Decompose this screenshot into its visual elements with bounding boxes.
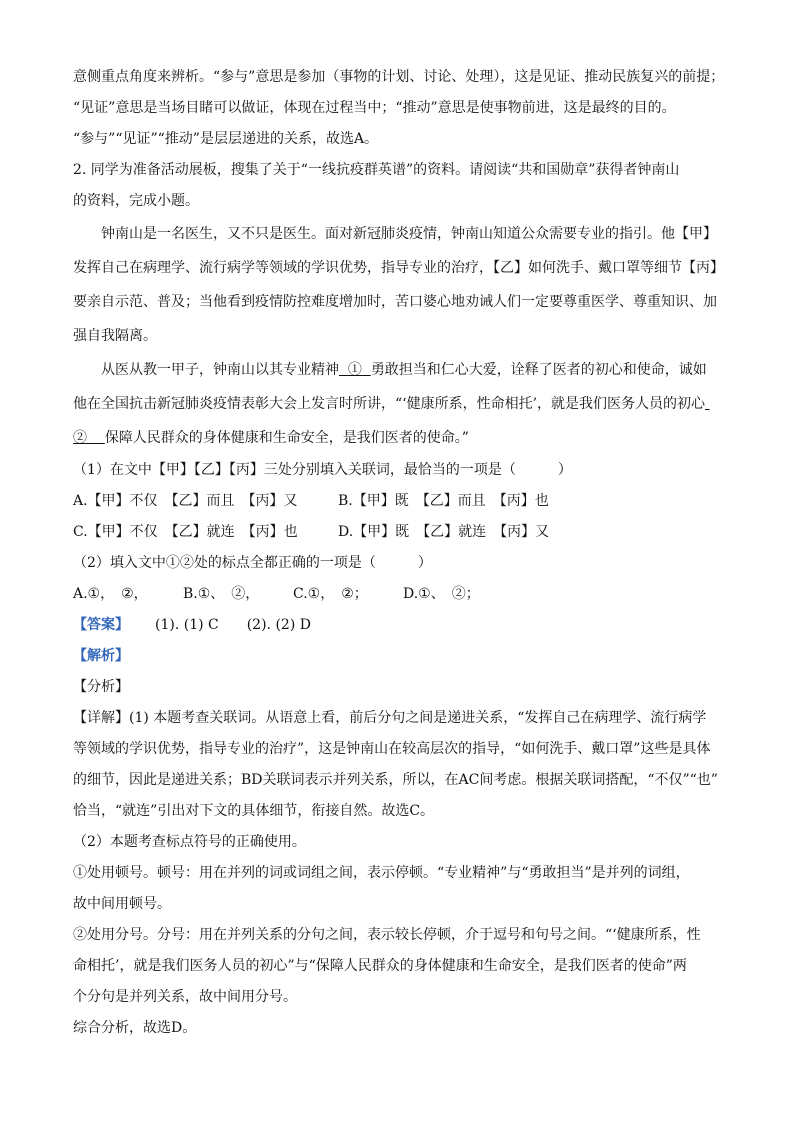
passage-p2-line-2: 他在全国抗击新冠肺炎疫情表彰大会上发言时所讲，“‘健康所系，性命相托’，就是我们医务人员的初心 [73,396,706,412]
detail-line-8: ②处用分号。分号：用在并列关系的分句之间，表示较长停顿，介于逗号和句号之间。“‘健康所系，性 [73,927,701,943]
q1-option-b: B.【甲】既 【乙】而且 【丙】也 [338,493,549,509]
q2-option-c: C.①， ②； [293,586,368,602]
detail-line-11: 综合分析，故选D。 [73,1020,197,1036]
detail-line-9: 命相托’，就是我们医务人员的初心”与“保障人民群众的身体健康和生命安全，是我们医者的使命”两 [73,958,687,974]
q1-option-a: A.【甲】不仅 【乙】而且 【丙】又 [73,493,298,509]
q2-option-b: B.①、 ②， [183,586,260,602]
passage-p1-line-3: 要亲自示范、普及；当他看到疫情防控难度增加时，苦口婆心地劝诫人们一定要尊重医学、尊重知识、加 [73,294,717,310]
question-2-line-1: 2. 同学为准备活动展板，搜集了关于“一线抗疫群英谱”的资料。请阅读“共和国勋章”获得者钟南山 [73,162,680,178]
q2-option-d: D.①、 ②； [403,586,480,602]
passage-p2-line-1 [73,353,733,387]
detail-line-4: 恰当，“就连”引出对下文的具体细节，衔接自然。故选C。 [73,803,435,819]
passage-p2-text-c: 保障人民群众的身体健康和生命安全，是我们医者的使命。” [104,430,469,446]
answer-line [73,610,733,641]
passage-p1-line-4: 强自我隔离。 [73,328,157,344]
question-2-line-2: 的资料，完成小题。 [73,193,199,209]
prev-analysis-line-3: “参与”“见证”“推动”是层层递进的关系，故选A。 [73,131,379,147]
analysis-tag-line [73,641,733,672]
passage-p1-line-1: 钟南山是一名医生，又不只是医生。面对新冠肺炎疫情，钟南山知道公众需要专业的指引。他【甲】 [101,226,717,242]
detail-line-7: 故中间用顿号。 [73,896,171,912]
passage-p2-text-b: 勇敢担当和仁心大爱，诠释了医者的初心和使命，诚如 [370,362,707,378]
blank-2: ② [73,430,87,446]
q1-option-d: D.【甲】既 【乙】就连 【丙】又 [338,524,550,540]
detail-line-1: 【详解】(1) 本题考查关联词。从语意上看，前后分句之间是递进关系，“发挥自己在病理学、流行病学 [73,710,707,726]
answer-tag: 【答案】 [73,617,129,633]
answer-text: (1). (1) C (2). (2) D [155,617,311,633]
q2-options-row [73,579,733,610]
detail-line-5: （2）本题考查标点符号的正确使用。 [73,834,306,850]
q1-options-row-2 [73,517,733,548]
passage-p1-line-2: 发挥自己在病理学、流行病学等领域的学识优势，指导专业的治疗，【乙】如何洗手、戴口罩等细节【丙】 [73,260,724,276]
detail-line-10: 个分句是并列关系，故中间用分号。 [73,989,297,1005]
detail-line-6: ①处用顿号。顿号：用在并列的词或词组之间，表示停顿。“专业精神”与“勇敢担当”是并列的词组， [73,865,690,881]
q2-option-a: A.①， ②， [73,586,148,602]
analysis-tag: 【解析】 [73,648,129,664]
prev-analysis-line-1: 意侧重点角度来辨析。“参与”意思是参加（事物的计划、讨论、处理），这是见证、推动民族复兴的前提； [73,69,725,85]
q1-option-c: C.【甲】不仅 【乙】就连 【丙】也 [73,524,298,540]
q1-options-row-1 [73,486,733,517]
fenxi-tag: 【分析】 [73,679,129,695]
detail-line-2: 等领域的学识优势，指导专业的治疗”，这是钟南山在较高层次的指导，“如何洗手、戴口罩”这些是具体 [73,741,711,757]
passage-p2-line-3 [73,421,733,455]
q2-stem: （2）填入文中①②处的标点全都正确的一项是（ ） [73,555,432,571]
q1-stem: （1）在文中【甲】【乙】【丙】三处分别填入关联词，最恰当的一项是（ ） [73,462,572,478]
document-page [73,62,733,1044]
detail-line-3: 的细节，因此是递进关系；BD关联词表示并列关系，所以，在AC间考虑。根据关联词搭配，“不仅”“也” [73,772,718,788]
blank-1: ① [347,362,362,378]
passage-p2-text-a: 从医从教一甲子，钟南山以其专业精神 [101,362,339,378]
prev-analysis-line-2: “见证”意思是当场目睹可以做证，体现在过程当中；“推动”意思是使事物前进，这是最终的目的。 [73,100,676,116]
